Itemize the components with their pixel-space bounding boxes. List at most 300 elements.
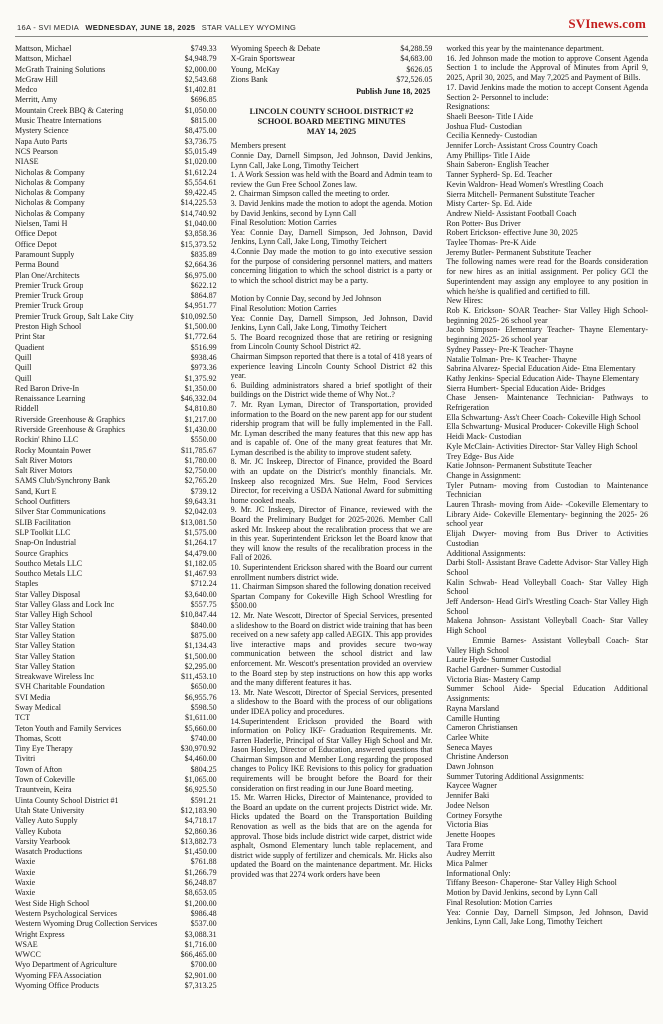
vendor-row <box>15 682 217 692</box>
vendor-row <box>15 281 217 291</box>
vendor-name: Snap-On Industrial <box>15 538 77 548</box>
vendor-column-1 <box>15 44 217 1004</box>
vendor-name: Source Graphics <box>15 548 69 558</box>
article-paragraph: 4.Connie Day made the motion to go into executive session for the purpose of considering personnel matters, and matters concerning litigation to which the school district is a party or to which the school district may be a party. <box>230 247 433 285</box>
vendor-row <box>15 466 217 476</box>
vendor-row <box>15 487 217 497</box>
publish-date-line: Publish June 18, 2025 <box>356 87 431 97</box>
vendor-row <box>15 518 217 528</box>
vendor-row <box>15 178 217 188</box>
vendor-row <box>231 75 433 85</box>
vendor-row <box>15 672 217 682</box>
vendor-name: Quill <box>15 373 32 383</box>
vendor-name: Quadient <box>15 342 45 352</box>
vendor-amount: $740.00 <box>190 733 217 743</box>
vendor-amount: $6,925.50 <box>184 785 217 795</box>
vendor-amount: $4,948.79 <box>184 54 217 64</box>
article-paragraph: Elijah Dwyer- moving from Bus Driver to Activities Custodian <box>446 529 648 548</box>
article-paragraph: Jodee Nelson <box>446 800 490 810</box>
vendor-amount: $4,288.59 <box>400 44 433 53</box>
vendor-amount: $712.24 <box>190 579 217 589</box>
vendor-amount: $46,332.04 <box>180 394 217 404</box>
vendor-amount: $1,065.00 <box>184 775 217 785</box>
vendor-name: Thomas, Scott <box>15 733 62 743</box>
article-body-column-2 <box>446 44 648 927</box>
article-paragraph: Victoria Bias <box>446 820 489 830</box>
vendor-name: Rocky Mountain Power <box>15 445 92 455</box>
article-paragraph: Emmie Barnes- Assistant Volleyball Coach- Star Valley High School <box>446 635 648 655</box>
vendor-name: WWCC <box>15 950 41 960</box>
vendor-name: Quill <box>15 352 32 362</box>
vendor-row <box>15 837 217 847</box>
vendor-name: Mattson, Michael <box>15 44 72 53</box>
vendor-row <box>15 857 217 867</box>
article-paragraph: 3. David Jenkins made the motion to adopt the agenda. Motion by David Jenkins, second by Lynn Call <box>230 199 433 218</box>
article-paragraph: Chase Jensen- Maintenance Technician- Pathways to Refrigeration <box>446 393 648 413</box>
vendor-row <box>15 260 217 270</box>
vendor-row <box>15 301 217 311</box>
vendor-name: Print Star <box>15 332 46 342</box>
vendor-name: Staples <box>15 579 39 589</box>
vendor-row <box>15 662 217 672</box>
article-paragraph: Carlee White <box>446 732 489 742</box>
vendor-row <box>15 394 217 404</box>
vendor-name: Streakwave Wireless Inc <box>15 672 95 682</box>
article-paragraph: 16. Jed Johnson made the motion to approve Consent Agenda Section 1 to include the Approval of Minutes from April 9, 2025, April 30, 2025, and May 7,2025 and Payment of Bills. <box>446 53 648 83</box>
article-paragraph: 8. Mr. JC Inskeep, Director of Finance, provided the Board with an update on the District's monthly financials. Mr. Inskeep also recognized Mrs. Sue Helm, Food Services Director, for receiving a USDA National Award for submitting home cooked meals. <box>230 457 433 505</box>
article-paragraph: Jennifer Baki <box>446 791 490 801</box>
vendor-amount: $864.87 <box>190 291 217 301</box>
vendor-name: Medco <box>15 85 38 95</box>
article-paragraph: Chairman Simpson reported that there is a total of 418 years of experience leaving Lincoln County School District #2 this year. <box>230 351 433 381</box>
article-column-1 <box>231 44 433 1004</box>
vendor-row <box>15 312 217 322</box>
article-paragraph: Jeremy Butler- Permanent Substitute Teacher <box>446 247 592 257</box>
vendor-amount: $30,970.92 <box>180 744 217 754</box>
vendor-name: Nicholas & Company <box>15 167 85 177</box>
vendor-amount: $537.00 <box>190 919 217 929</box>
vendor-row <box>15 878 217 888</box>
vendor-name: TCT <box>15 713 31 723</box>
vendor-row <box>15 65 217 75</box>
vendor-amount: $1,350.00 <box>184 383 217 393</box>
vendor-row <box>15 652 217 662</box>
vendor-row <box>15 271 217 281</box>
vendor-row <box>15 168 217 178</box>
article-title-line: LINCOLN COUNTY SCHOOL DISTRICT #2 <box>249 107 414 117</box>
vendor-row <box>15 621 217 631</box>
vendor-amount: $1,264.17 <box>184 538 217 548</box>
vendor-name: Wasatch Productions <box>15 847 83 857</box>
vendor-name: Silver Star Communications <box>15 507 106 517</box>
article-paragraph: Members present <box>230 141 286 151</box>
vendor-name: Office Depot <box>15 239 57 249</box>
vendor-row <box>15 250 217 260</box>
vendor-amount: $1,450.00 <box>184 847 217 857</box>
article-paragraph: 17. David Jenkins made the motion to accept Consent Agenda Section 2- Personnel to include: <box>446 82 648 102</box>
vendor-name: Western Wyoming Drug Collection Services <box>15 919 158 929</box>
vendor-name: Star Valley High School <box>15 610 93 620</box>
vendor-name: Nicholas & Company <box>15 188 85 198</box>
vendor-name: Plan One/Architects <box>15 270 80 280</box>
article-paragraph: Informational Only: <box>446 868 511 878</box>
article-paragraph: Tiffany Beeson- Chaperone- Star Valley High School <box>446 878 617 888</box>
article-paragraph: Kyle McClain- Activities Director- Star Valley High School <box>446 441 638 451</box>
vendor-row <box>15 775 217 785</box>
vendor-name: Tivitri <box>15 754 36 764</box>
article-paragraph: Summer Tutoring Additional Assignments: <box>446 771 584 781</box>
vendor-amount: $15,373.52 <box>180 239 217 249</box>
vendor-name: Music Theatre Internations <box>15 116 102 126</box>
vendor-name: Wyo Department of Agriculture <box>15 960 117 970</box>
vendor-name: Waxie <box>15 888 36 898</box>
vendor-name: NIASE <box>15 157 39 167</box>
vendor-name: Waxie <box>15 857 36 867</box>
vendor-name: Valley Auto Supply <box>15 816 78 826</box>
vendor-row <box>15 641 217 651</box>
vendor-name: SVH Charitable Foundation <box>15 682 105 692</box>
article-paragraph: Resignations: <box>446 102 490 112</box>
vendor-name: Zions Bank <box>230 74 268 84</box>
article-paragraph: Kalin Schwab- Head Volleyball Coach- Star Valley High School <box>446 577 648 597</box>
vendor-amount: $938.46 <box>190 352 217 362</box>
vendor-name: Perma Bound <box>15 260 59 270</box>
vendor-name: Uinta County School District #1 <box>15 795 119 805</box>
vendor-row <box>15 899 217 909</box>
vendor-amount: $804.25 <box>190 764 217 774</box>
article-paragraph: Final Resolution: Motion Carries <box>230 218 337 228</box>
vendor-amount: $1,040.00 <box>184 219 217 229</box>
vendor-name: Nielsen, Tami H <box>15 219 68 229</box>
site-name: SVInews.com <box>568 16 646 31</box>
vendor-amount: $1,375.92 <box>184 373 217 383</box>
article-paragraph: Camille Hunting <box>446 713 500 723</box>
vendor-amount: $815.00 <box>190 116 217 126</box>
vendor-row <box>15 126 217 136</box>
vendor-row <box>15 569 217 579</box>
vendor-row <box>15 785 217 795</box>
vendor-row <box>15 559 217 569</box>
article-paragraph: Taylee Thomas- Pre-K Aide <box>446 238 537 248</box>
article-paragraph: Rayna Marsland <box>446 703 499 713</box>
article-paragraph: Lauren Thrash- moving from Aide- -Cokeville Elementary to Library Aide- Cokeville Elementary- beginning the 2025- 26 school year <box>446 500 648 529</box>
vendor-amount: $1,050.00 <box>184 105 217 115</box>
article-paragraph: 5. The Board recognized those that are retiring or resigning from Lincoln County School District #2. <box>230 332 433 352</box>
vendor-amount: $1,266.79 <box>184 867 217 877</box>
vendor-row <box>15 85 217 95</box>
vendor-row <box>15 724 217 734</box>
article-paragraph: Motion by Connie Day, second by Jed Johnson <box>230 294 382 304</box>
vendor-row <box>15 415 217 425</box>
vendor-name: Mattson, Michael <box>15 54 72 64</box>
vendor-amount: $973.36 <box>190 363 217 373</box>
vendor-name: Riverside Greenhouse & Graphics <box>15 424 125 434</box>
vendor-name: Premier Truck Group, Salt Lake City <box>15 311 134 321</box>
vendor-amount: $9,643.31 <box>184 497 217 507</box>
article-paragraph: Makena Johnson- Assistant Volleyball Coach- Star Valley High School <box>446 616 648 636</box>
vendor-amount: $5,554.61 <box>184 177 217 187</box>
vendor-name: Riverside Greenhouse & Graphics <box>15 414 125 424</box>
vendor-name: Valley Kubota <box>15 826 61 836</box>
vendor-amount: $3,858.36 <box>184 229 217 239</box>
article-paragraph: 10. Superintendent Erickson shared with the Board our current enrollment numbers district wide. <box>230 563 433 582</box>
vendor-row <box>15 909 217 919</box>
vendor-name: WSAE <box>15 939 38 949</box>
vendor-name: Star Valley Station <box>15 620 75 630</box>
vendor-amount: $761.88 <box>190 857 217 867</box>
vendor-amount: $598.50 <box>190 703 217 712</box>
vendor-amount: $8,475.00 <box>184 126 217 136</box>
article-paragraph: Laurie Hyde- Summer Custodial <box>446 655 551 665</box>
article-title <box>231 107 433 137</box>
vendor-name: SLIB Facilitation <box>15 517 71 527</box>
vendor-row <box>15 476 217 486</box>
article-paragraph: Yea: Connie Day, Darnell Simpson, Jed Johnson, David Jenkins, Lynn Call, Jake Long, Timothy Teichert <box>230 227 433 247</box>
article-paragraph: Robert Erickson- effective June 30, 2025 <box>446 228 578 238</box>
vendor-name: Waxie <box>15 867 36 877</box>
vendor-amount: $2,042.03 <box>184 507 217 517</box>
article-paragraph: Joshua Flud- Custodian <box>446 121 522 131</box>
vendor-amount: $739.12 <box>190 486 217 496</box>
article-paragraph: Jennifer Lorch- Assistant Cross Country Coach <box>446 141 598 151</box>
article-paragraph: Spartan Company for Cokeville High School Wrestling for $500.00 <box>230 591 433 611</box>
vendor-row <box>15 75 217 85</box>
vendor-name: Wright Express <box>15 929 65 939</box>
vendor-amount: $4,718.17 <box>184 816 217 826</box>
article-title-line: MAY 14, 2025 <box>306 127 357 137</box>
article-paragraph: Connie Day, Darnell Simpson, Jed Johnson, David Jenkins, Lynn Call, Jake Long, Timothy Teichert <box>230 151 433 170</box>
vendor-name: X-Grain Sportswear <box>230 54 296 64</box>
article-paragraph: Mica Palmer <box>446 859 488 869</box>
article-paragraph: Tyler Putnam- moving from Custodian to Maintenance Technician <box>446 480 648 500</box>
vendor-row <box>15 332 217 342</box>
vendor-name: Wyoming Office Products <box>15 981 99 991</box>
vendor-amount: $4,683.00 <box>400 54 433 64</box>
vendor-row <box>15 816 217 826</box>
vendor-name: Star Valley Station <box>15 661 75 671</box>
vendor-row <box>15 971 217 981</box>
article-paragraph: Katie Johnson- Permanent Substitute Teacher <box>446 461 592 471</box>
vendor-amount: $4,951.77 <box>184 301 217 311</box>
vendor-row <box>231 65 433 75</box>
article-paragraph: Heidi Mack- Custodian <box>446 432 522 442</box>
article-paragraph: 15. Mr. Warren Hicks, Director of Maintenance, provided to the Board an update on the current projects District wide. Mr. Hicks updated the Board on the Transportation Building Renovation as well as the bids that are on the agenda for approval. Those bids include district wide carpet, district wide asphalt, Osmond Elementary lunch table replacement, and district wide supply of fertilizer and chemicals. Mr. Hicks also updated the Board on the maintenance department. Mr. Hicks provided was that 2274 work orders have been <box>230 793 433 880</box>
vendor-name: Renaissance Learning <box>15 394 86 404</box>
vendor-row <box>15 219 217 229</box>
vendor-name: Wyoming Speech & Debate <box>230 44 321 53</box>
vendor-amount: $13,081.50 <box>180 517 217 527</box>
article-paragraph: Additional Assignments: <box>446 548 526 558</box>
vendor-amount: $5,015.49 <box>184 146 217 156</box>
article-paragraph: 6. Building administrators shared a brief spotlight of their buildings on the District wide theme of Why Not..? <box>230 380 433 400</box>
vendor-amount: $11,453.10 <box>180 672 217 682</box>
vendor-name: Salt River Motors <box>15 466 73 476</box>
vendor-amount: $1,020.00 <box>184 157 217 167</box>
article-paragraph: Jenette Hoopes <box>446 829 495 839</box>
vendor-amount: $12,183.90 <box>180 805 217 815</box>
vendor-row <box>15 796 217 806</box>
article-paragraph: Ella Schwartung- Ass't Cheer Coach- Cokeville High School <box>446 412 641 422</box>
vendor-name: Office Depot <box>15 229 57 239</box>
vendor-amount: $516.99 <box>190 342 217 352</box>
vendor-amount: $4,460.00 <box>184 754 217 764</box>
article-paragraph: 13. Mr. Nate Wescott, Director of Special Services, presented a slideshow to the Board with the process of our obligations under IDEA policy and procedures. <box>230 687 433 716</box>
article-paragraph: 12. Mr. Nate Wescott, Director of Special Services, presented a slideshow to the Board on district wide training that has been received on a new safety app called AEGIX. This app provides live interactive maps and provides secure two-way communication between the school district and law enforcement. Mr. Wescott's presentation provided an overview to the Board step by step instructions on how this app works and the many different features it has. <box>230 610 433 688</box>
article-paragraph: Seneca Mayes <box>446 742 493 752</box>
article-paragraph: Rachel Gardner- Summer Custodial <box>446 665 562 674</box>
vendor-row <box>15 497 217 507</box>
vendor-list-1 <box>15 44 217 991</box>
vendor-row <box>15 960 217 970</box>
article-title-line: SCHOOL BOARD MEETING MINUTES <box>257 117 406 127</box>
article-paragraph: 14.Superintendent Erickson provided the Board with information on Policy IKF- Graduation Requirements. Mr. Farren Haderlie, Principal of Star Valley High School and Mr. Jason Horsley, Director of Education, answered questions that Chairman Simpson and Member Long regarding the proposed changes to Policy IKE Revisions to this policy for graduation requirements will be brought before the Board for their consideration on first reading in our June Board meeting. <box>230 716 433 793</box>
header-location: STAR VALLEY WYOMING <box>201 23 297 32</box>
vendor-name: Young, McKay <box>230 64 280 74</box>
vendor-row <box>15 54 217 64</box>
vendor-row <box>15 116 217 126</box>
vendor-name: West Side High School <box>15 898 90 908</box>
vendor-row <box>15 240 217 250</box>
vendor-name: Rockin' Rhino LLC <box>15 435 79 445</box>
vendor-name: Southco Metals LLC <box>15 569 83 579</box>
vendor-row <box>15 198 217 208</box>
vendor-row <box>15 229 217 239</box>
vendor-amount: $10,092.50 <box>180 311 217 321</box>
vendor-amount: $700.00 <box>190 960 217 970</box>
vendor-row <box>15 703 217 713</box>
vendor-amount: $72,526.05 <box>396 74 433 84</box>
vendor-list-2 <box>231 44 433 85</box>
vendor-amount: $6,248.87 <box>184 878 217 888</box>
article-paragraph: Change in Assignment: <box>446 470 522 480</box>
vendor-name: Riddell <box>15 404 39 414</box>
article-paragraph: New Hires: <box>446 296 483 306</box>
vendor-name: School Outfitters <box>15 497 70 507</box>
article-paragraph: Cortney Forsythe <box>446 810 503 820</box>
vendor-amount: $986.48 <box>190 908 217 918</box>
article-paragraph: Shaeli Beeson- Title I Aide <box>446 111 534 121</box>
vendor-amount: $3,640.00 <box>184 589 217 599</box>
vendor-name: Teton Youth and Family Services <box>15 723 122 733</box>
vendor-name: Paramount Supply <box>15 249 75 259</box>
vendor-amount: $1,772.64 <box>184 332 217 342</box>
vendor-row <box>15 888 217 898</box>
header-date: WEDNESDAY, JUNE 18, 2025 <box>85 23 196 32</box>
article-paragraph: Sierra Mitchell- Permanent Substitute Teacher <box>446 189 595 199</box>
vendor-name: McGrath Training Solutions <box>15 64 106 74</box>
vendor-name: Nicholas & Company <box>15 208 85 218</box>
vendor-name: Sand, Kurt E <box>15 486 57 496</box>
vendor-row <box>15 435 217 445</box>
article-paragraph: Natalie Tolman- Pre- K Teacher- Thayne <box>446 354 577 364</box>
vendor-amount: $2,901.00 <box>184 970 217 980</box>
vendor-amount: $835.89 <box>190 249 217 259</box>
vendor-amount: $9,422.45 <box>184 188 217 198</box>
vendor-name: Varsity Yearbook <box>15 836 71 846</box>
vendor-row <box>15 600 217 610</box>
article-paragraph: Victoria Bias- Mastery Camp <box>446 674 541 684</box>
vendor-row <box>15 631 217 641</box>
vendor-amount: $1,217.00 <box>184 414 217 424</box>
vendor-amount: $13,882.73 <box>180 836 217 846</box>
vendor-amount: $557.75 <box>190 600 217 610</box>
vendor-name: McGraw Hill <box>15 74 58 84</box>
column-layout <box>15 44 648 1004</box>
vendor-name: SAMS Club/Synchrony Bank <box>15 476 111 486</box>
vendor-amount: $1,134.43 <box>184 641 217 651</box>
vendor-amount: $1,402.81 <box>184 85 217 95</box>
vendor-row <box>15 940 217 950</box>
vendor-amount: $6,975.00 <box>184 270 217 280</box>
vendor-amount: $1,467.93 <box>184 569 217 579</box>
vendor-name: Red Baron Drive-In <box>15 383 79 393</box>
vendor-amount: $14,225.53 <box>180 198 217 208</box>
article-paragraph: Kevin Waldron- Head Women's Wrestling Coach <box>446 179 604 189</box>
article-body-column-1 <box>231 141 433 879</box>
vendor-row <box>15 930 217 940</box>
article-paragraph: Final Resolution: Motion Carries <box>446 897 553 907</box>
vendor-amount: $11,785.67 <box>180 445 217 455</box>
page-header <box>15 16 648 37</box>
vendor-amount: $1,575.00 <box>184 527 217 537</box>
vendor-amount: $1,780.00 <box>184 455 217 465</box>
vendor-row <box>231 44 433 54</box>
vendor-name: Wyoming FFA Association <box>15 970 102 980</box>
vendor-name: Star Valley Disposal <box>15 589 81 599</box>
article-paragraph: Yea: Connie Day, Darnell Simpson, Jed Johnson, David Jenkins, Lynn Call, Jake Long, Timothy Teichert <box>230 313 433 333</box>
vendor-amount: $2,860.36 <box>184 826 217 836</box>
article-paragraph: Tanner Sypherd- Sp. Ed. Teacher <box>446 170 553 180</box>
vendor-amount: $1,611.00 <box>184 713 217 723</box>
article-paragraph: Motion by David Jenkins, second by Lynn Call <box>446 888 598 898</box>
article-paragraph: Darbi Stoll- Assistant Brave Cadette Advisor- Star Valley High School <box>446 558 648 577</box>
vendor-amount: $3,088.31 <box>184 929 217 939</box>
article-paragraph: Trey Edge- Bus Aide <box>446 451 514 461</box>
vendor-row <box>15 363 217 373</box>
vendor-name: Nicholas & Company <box>15 198 85 208</box>
vendor-name: Premier Truck Group <box>15 280 84 290</box>
article-paragraph: Rob K. Erickson- SOAR Teacher- Star Valley High School- beginning 2025- 26 school year <box>446 305 648 325</box>
vendor-row <box>15 868 217 878</box>
vendor-amount: $840.00 <box>190 620 217 630</box>
vendor-row <box>15 754 217 764</box>
article-paragraph: Dawn Johnson <box>446 762 494 772</box>
article-paragraph: Sierra Humbert- Special Education Aide- Bridges <box>446 383 606 393</box>
vendor-name: Mountain Creek BBQ & Catering <box>15 105 124 115</box>
article-paragraph: Cameron Christiansen <box>446 723 518 733</box>
vendor-amount: $10,847.44 <box>180 610 217 620</box>
vendor-amount: $1,200.00 <box>184 898 217 908</box>
vendor-name: Star Valley Station <box>15 630 75 640</box>
article-paragraph: Kathy Jenkins- Special Education Aide- Thayne Elementary <box>446 373 640 383</box>
vendor-amount: $2,765.20 <box>184 476 217 486</box>
vendor-row <box>15 981 217 991</box>
vendor-amount: $5,660.00 <box>184 723 217 733</box>
vendor-amount: $2,000.00 <box>184 64 217 74</box>
vendor-row <box>15 919 217 929</box>
vendor-name: SVI Media <box>15 692 51 702</box>
article-paragraph: Jeff Anderson- Head Girl's Wrestling Coach- Star Valley High School <box>446 597 648 616</box>
vendor-row <box>15 590 217 600</box>
vendor-name: Sway Medical <box>15 703 61 712</box>
vendor-name: Preston High School <box>15 322 82 332</box>
vendor-amount: $14,740.92 <box>180 208 217 218</box>
vendor-row <box>15 713 217 723</box>
article-paragraph: Jacob Simpson- Elementary Teacher- Thayne Elementary- beginning 2025- 26 school year <box>446 325 648 345</box>
vendor-row <box>15 384 217 394</box>
vendor-row <box>15 827 217 837</box>
vendor-name: Merritt, Amy <box>15 95 58 105</box>
